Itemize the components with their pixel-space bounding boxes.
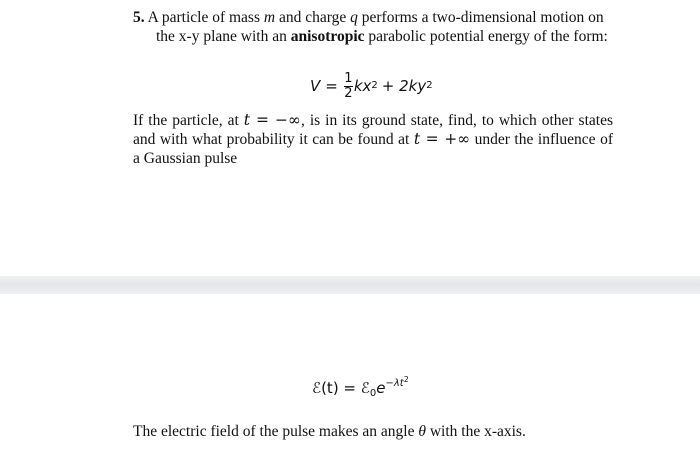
potential-equation: V = $\frac{1}{2}$ kx 2 + 2ky 2 [310, 70, 433, 101]
eq-term2: + 2ky [381, 77, 427, 95]
fraction-denominator: 2 [344, 85, 353, 101]
problem-line-2 [133, 27, 633, 46]
mass-symbol: m [263, 9, 276, 26]
pulse-exponent: −λt [385, 378, 404, 389]
pulse-exponent-square: 2 [403, 375, 409, 384]
pulse-equation [312, 375, 409, 399]
time-symbol: t [243, 111, 250, 129]
fraction-numerator: 1 [344, 70, 353, 86]
pulse-lhs: ℰ(t) = ℰ [312, 379, 370, 397]
problem-text: A particle of mass [147, 9, 264, 26]
eq-term1: kx [353, 77, 372, 95]
eq-equals: = [325, 77, 338, 95]
problem-text: parabolic potential energy of the form: [364, 28, 608, 45]
problem-number: 5. [133, 9, 145, 26]
field-text: The electric field of the pulse makes an angle [133, 423, 419, 440]
eq-lhs: V [310, 77, 321, 95]
time-symbol: t [413, 130, 421, 148]
page-separator [0, 276, 700, 294]
pulse-subscript: 0 [369, 388, 377, 399]
fraction-one-half [344, 72, 353, 101]
question-text [133, 111, 613, 168]
angle-symbol: θ [418, 423, 426, 440]
minus-infinity: = −∞ [249, 111, 301, 129]
problem-statement [133, 8, 633, 46]
problem-text: the x-y plane with an [156, 28, 291, 45]
charge-symbol: q [350, 9, 358, 26]
question-part: under the influence of a Gaussian pulse [133, 131, 613, 167]
problem-text: performs a two-dimensional motion on [357, 9, 604, 26]
question-part: , is in its ground state, find, to which other states and with what probability it can be found at [133, 112, 613, 148]
field-statement [133, 422, 613, 441]
bold-anisotropic: anisotropic [290, 28, 365, 45]
pulse-exp-base: e [376, 379, 386, 397]
field-text: with the x-axis. [425, 423, 526, 440]
question-part: If the particle, at [133, 112, 244, 129]
problem-text: and charge [275, 9, 351, 26]
plus-infinity: = +∞ [420, 130, 471, 148]
